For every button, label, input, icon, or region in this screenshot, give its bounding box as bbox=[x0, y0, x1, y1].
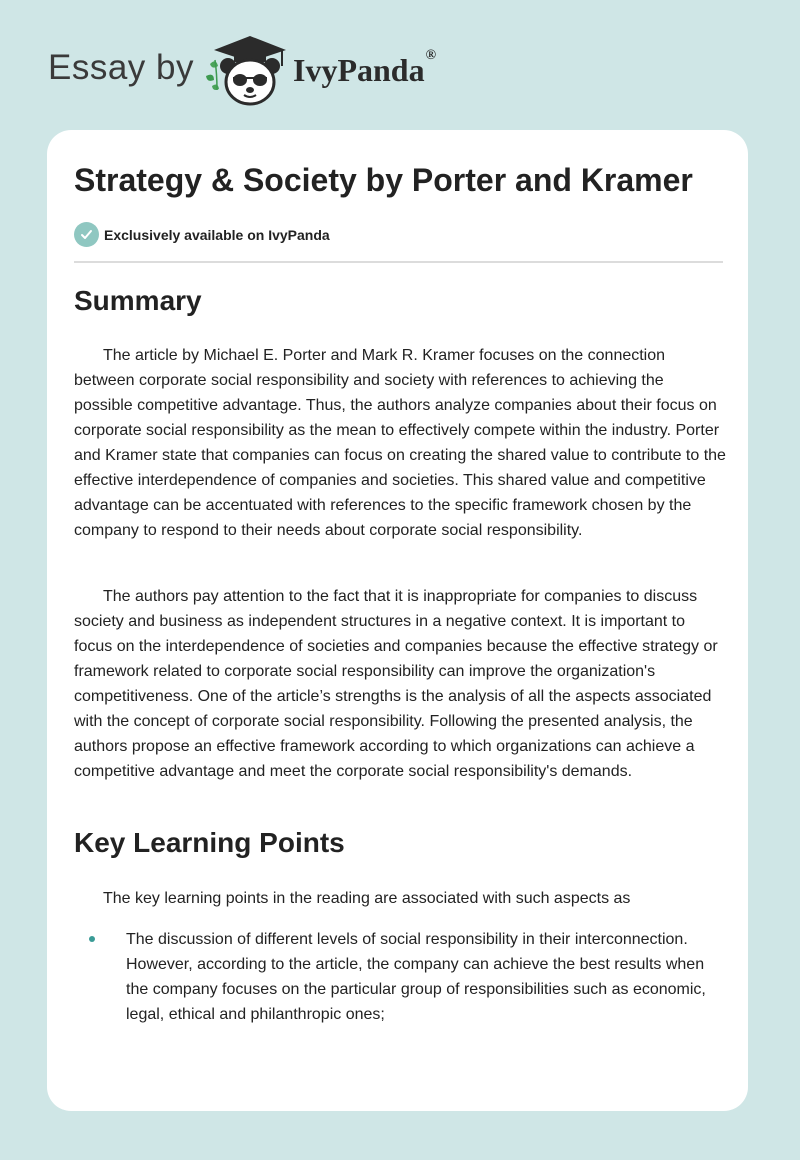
title-divider bbox=[74, 261, 723, 263]
list-item-text: The discussion of different levels of social responsibility in their interconnection. However, according to the article, the company can achieve the best results when the company focuses on the particular group of responsibilities such as economic, legal, ethical and philanthropic ones; bbox=[126, 931, 706, 1023]
panda-logo-icon[interactable] bbox=[200, 30, 292, 115]
badge-label: Exclusively available on IvyPanda bbox=[104, 226, 330, 243]
bullet-icon bbox=[74, 927, 126, 1027]
summary-paragraph: The authors pay attention to the fact that it is inappropriate for companies to discuss society and business as independent structures in a negative context. It is important to focus on the interdependence of societies and companies because the effective strategy or framework related to corporate social responsibility can improve the organization's competitiveness. One of the article’s strengths is the analysis of all the aspects associated with the concept of corporate social responsibility. Following the presented analysis, the authors propose an effective framework according to which organizations can achieve a competitive advantage and meet the corporate social responsibility's demands. bbox=[74, 588, 718, 780]
check-icon bbox=[74, 222, 99, 247]
exclusive-badge bbox=[74, 222, 330, 247]
section-heading-key-learning-points: Key Learning Points bbox=[74, 827, 345, 858]
key-points-intro: The key learning points in the reading are associated with such aspects as bbox=[103, 890, 631, 907]
essay-card bbox=[47, 130, 748, 1111]
brand-name[interactable] bbox=[293, 48, 437, 89]
summary-paragraph: The article by Michael E. Porter and Mark R. Kramer focuses on the connection between corporate social responsibility and society with references to achieving the possible competitive advantage. Thus, the authors analyze companies about their focus on corporate social responsibility as the mean to effectively compete within the industry. Porter and Kramer state that companies can focus on creating the shared value to contribute to the effective interdependence of companies and societies. This shared value and competitive advantage can be accentuated with references to the specific framework chosen by the company to respond to their needs about corporate social responsibility. bbox=[74, 347, 726, 539]
brand-text: IvyPanda bbox=[293, 52, 425, 88]
list-item bbox=[74, 927, 726, 1027]
site-header bbox=[0, 0, 800, 130]
essay-by-label: Essay by bbox=[48, 48, 194, 87]
page-title: Strategy & Society by Porter and Kramer bbox=[74, 162, 693, 198]
section-heading-summary: Summary bbox=[74, 285, 202, 316]
registered-mark: ® bbox=[425, 48, 437, 63]
